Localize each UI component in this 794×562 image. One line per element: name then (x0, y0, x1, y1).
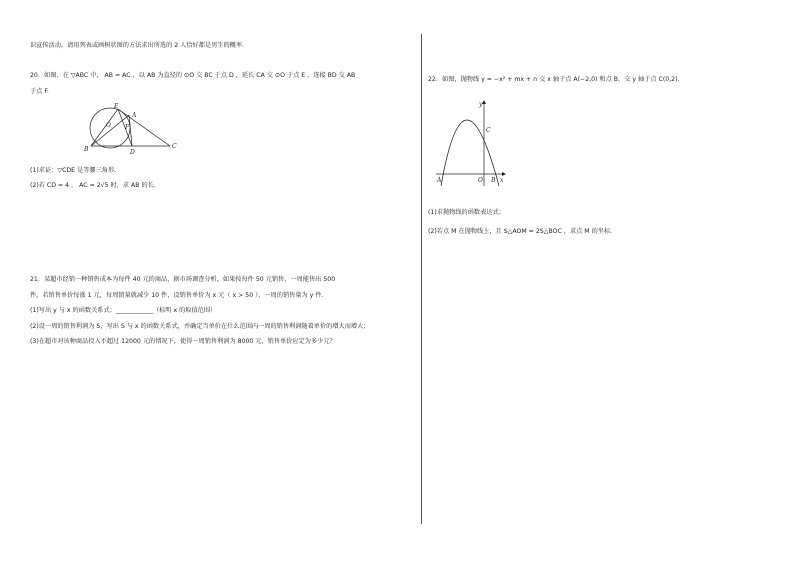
q21-line2: 件，若销售单价每涨 1 元，每周销量就减少 10 件，设销售单价为 x 元（ x > 50 ），一周的销售量为 y 件. (30, 292, 324, 299)
q22-part1: (1)求抛物线的函数表达式； (428, 209, 505, 216)
q21-part2: (2)设一周的销售利润为 S，写出 S 与 x 的函数关系式，并确定当单价在什么范围内一周的销售利润随着单价的增大而增大； (30, 323, 370, 330)
q20-part2: (2)若 CD = 4 ， AC = 2√5 时，求 AB 的长. (30, 182, 156, 189)
q22-parabola-figure (436, 98, 506, 186)
q20-circle-figure (84, 103, 188, 156)
label-y: y (479, 101, 483, 108)
label-b: B (491, 177, 496, 184)
label-b: B (84, 146, 89, 153)
label-a: A (132, 112, 137, 119)
q22-line1: 22．如图，抛物线 y = −x² + mx + n 交 x 轴于点 A(−2,0) 和点 B，交 y 轴于点 C(0,2). (428, 76, 680, 83)
q20-line1: 20．如图，在 ▽ABC 中， AB = AC ，以 AB 为直径的 ⊙O 交 BC 于点 D ，延长 CA 交 ⊙O 于点 E ，连接 BD 交 AB (30, 72, 356, 79)
label-x: x (500, 177, 504, 184)
q20-part1: (1)求证：▽CDE 是等腰三角形. (30, 167, 117, 174)
q21-part1: (1)写出 y 与 x 的函数关系式：____________（标明 x 的取值范围） (30, 307, 217, 314)
label-f: F (125, 124, 130, 131)
label-c: C (172, 143, 177, 150)
label-o: O (478, 177, 483, 184)
q20-line2: 于点 F. (30, 88, 49, 95)
label-o: O (106, 122, 111, 129)
q21-part3: (3)在超市对该种商品投入不超过 12000 元的情况下，使得一周销售利润为 8000 元，销售单价应定为多少元？ (30, 338, 336, 345)
label-e: E (114, 103, 119, 110)
column-divider (421, 34, 422, 524)
x-axis-arrow (502, 172, 506, 176)
label-a: A (437, 177, 442, 184)
y-axis-arrow (482, 100, 486, 104)
intro-line: 识宣传活动，请用列表或画树状图的方法求出所选的 2 人恰好都是男生的概率. (30, 42, 245, 49)
label-d: D (130, 149, 135, 156)
q21-line1: 21．某超市经销一种销售成本为每件 40 元的商品，据市场调查分析，如果按每件 50 元销售，一周能售出 500 (30, 276, 336, 283)
q22-part2: (2)若点 M 在抛物线上，且 S△AOM = 2S△BOC ，求点 M 的坐标. (428, 228, 613, 235)
label-c: C (486, 127, 491, 134)
